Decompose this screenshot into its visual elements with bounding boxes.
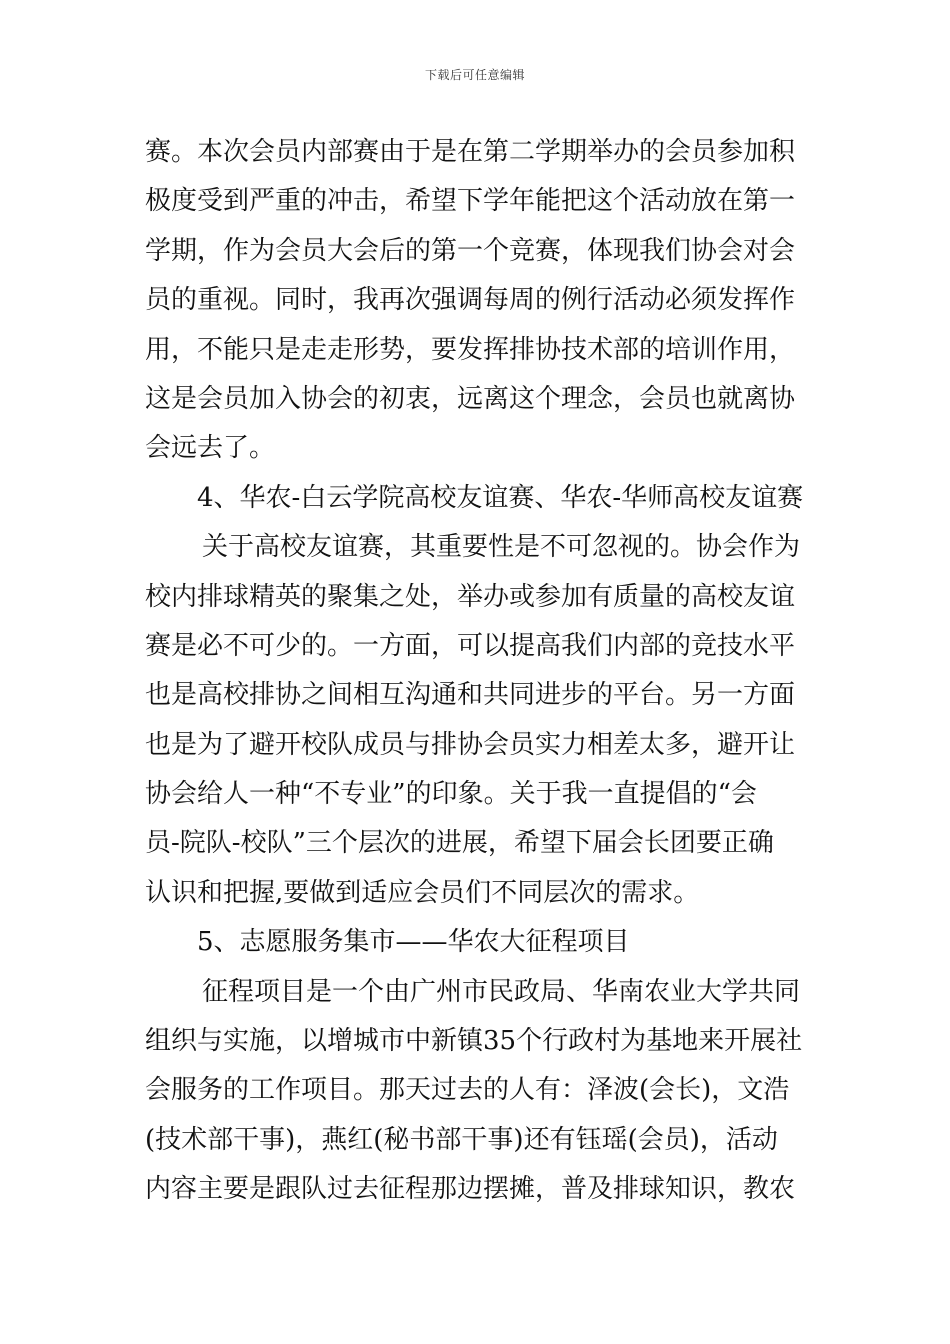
paragraph-line: 协会给人一种“不专业”的印象。关于我一直提倡的“会 bbox=[145, 779, 757, 810]
section-heading: 4、华农-白云学院高校友谊赛、华农-华师高校友谊赛 bbox=[197, 482, 804, 513]
paragraph-line: 会远去了。 bbox=[145, 433, 276, 464]
paragraph-line: 这是会员加入协会的初衷，远离这个理念，会员也就离协 bbox=[145, 383, 796, 414]
section-heading: 5、志愿服务集市——华农大征程项目 bbox=[197, 927, 630, 958]
paragraph-line: (技术部干事)，燕红(秘书部干事)还有钰瑶(会员)，活动 bbox=[145, 1124, 778, 1155]
paragraph-line: 关于高校友谊赛，其重要性是不可忽视的。协会作为 bbox=[202, 532, 801, 563]
paragraph-line: 员-院队-校队”三个层次的进展，希望下届会长团要正确 bbox=[145, 828, 774, 859]
paragraph-line: 用，不能只是走走形势，要发挥排协技术部的培训作用， bbox=[145, 334, 796, 365]
paragraph-line: 校内排球精英的聚集之处，举办或参加有质量的高校友谊 bbox=[145, 581, 796, 612]
header-note: 下载后可任意编辑 bbox=[424, 68, 525, 82]
paragraph-line: 组织与实施，以增城市中新镇35个行政村为基地来开展社 bbox=[145, 1026, 803, 1057]
paragraph-line: 也是高校排协之间相互沟通和共同进步的平台。另一方面 bbox=[145, 680, 796, 711]
paragraph-line: 内容主要是跟队过去征程那边摆摊，普及排球知识，教农 bbox=[145, 1174, 796, 1205]
body-text bbox=[145, 128, 805, 1215]
paragraph-line: 学期，作为会员大会后的第一个竞赛，体现我们协会对会 bbox=[145, 235, 796, 266]
paragraph-line: 会服务的工作项目。那天过去的人有：泽波(会长)，文浩 bbox=[145, 1075, 790, 1106]
paragraph-line: 赛是必不可少的。一方面，可以提高我们内部的竞技水平 bbox=[145, 630, 796, 661]
paragraph-line: 认识和把握,要做到适应会员们不同层次的需求。 bbox=[145, 877, 700, 908]
paragraph-line: 也是为了避开校队成员与排协会员实力相差太多，避开让 bbox=[145, 729, 796, 760]
paragraph-line: 极度受到严重的冲击，希望下学年能把这个活动放在第一 bbox=[145, 186, 796, 217]
paragraph-line: 征程项目是一个由广州市民政局、华南农业大学共同 bbox=[202, 976, 801, 1007]
paragraph-line: 赛。本次会员内部赛由于是在第二学期举办的会员参加积 bbox=[145, 137, 796, 167]
paragraph-line: 员的重视。同时，我再次强调每周的例行活动必须发挥作 bbox=[145, 285, 796, 316]
